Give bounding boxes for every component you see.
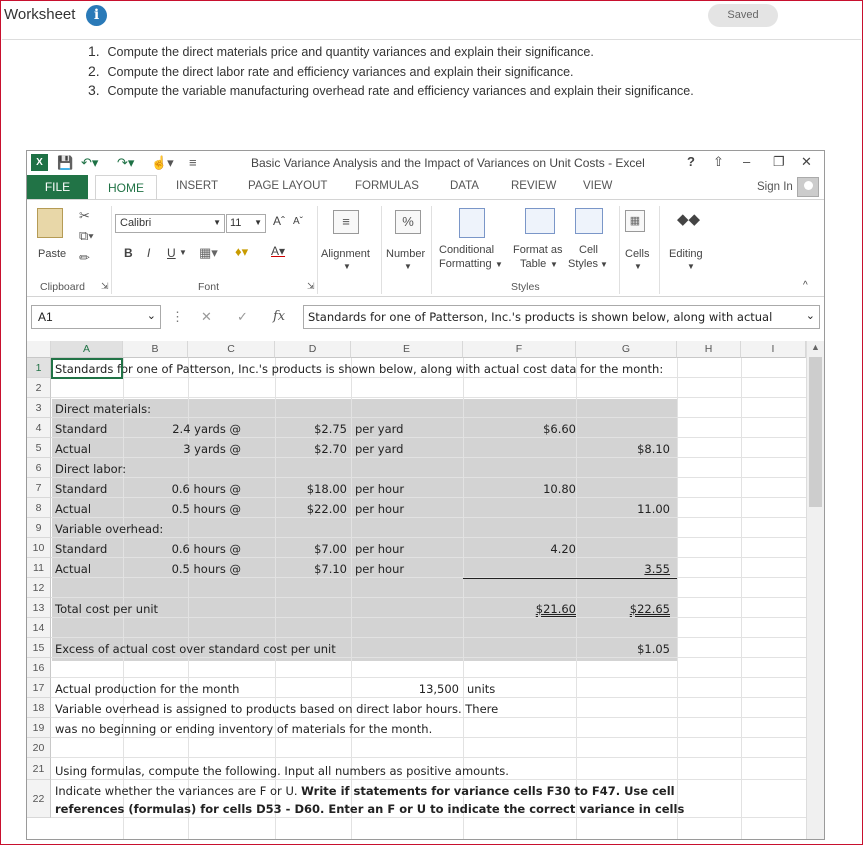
cell-e4[interactable]: per yard	[355, 422, 404, 436]
conditional-formatting-dropdown-icon[interactable]: ▼	[495, 260, 503, 269]
row-header[interactable]: 17	[27, 678, 51, 698]
ribbon-separator	[431, 206, 432, 294]
cells-dropdown-icon[interactable]: ▼	[634, 262, 642, 271]
font-name-dropdown[interactable]: Calibri ▼	[115, 214, 225, 233]
cell-a5[interactable]: Actual	[55, 442, 92, 456]
grid-row-line	[51, 477, 806, 478]
title-bar	[27, 151, 824, 175]
editing-dropdown-icon[interactable]: ▼	[687, 262, 695, 271]
cell-d11[interactable]: $7.10	[314, 562, 347, 576]
borders-icon[interactable]: ▦▾	[199, 245, 218, 260]
row-header[interactable]: 1	[27, 358, 51, 378]
instruction-item: 3. Compute the variable manufacturing overhead rate and efficiency variances and explain their significance.	[88, 82, 694, 98]
close-icon[interactable]: ✕	[801, 154, 812, 169]
row-header[interactable]: 11	[27, 558, 51, 578]
cell-a17[interactable]: Actual production for the month	[55, 682, 240, 696]
grid-row-line	[51, 677, 806, 678]
row-header[interactable]: 18	[27, 698, 51, 718]
editing-button[interactable]: Editing	[669, 248, 703, 260]
sign-in-link[interactable]: Sign In	[757, 181, 793, 193]
cell-f13[interactable]: $21.60	[535, 602, 576, 616]
row-header[interactable]: 12	[27, 578, 51, 598]
cell-f7[interactable]: 10.80	[543, 482, 576, 496]
cell-e11[interactable]: per hour	[355, 562, 405, 576]
cell-a11[interactable]: Actual	[55, 562, 92, 576]
undo-icon[interactable]: ↶▾	[81, 155, 99, 170]
avatar[interactable]	[797, 177, 819, 197]
cell-d10[interactable]: $7.00	[314, 542, 347, 556]
grid-row-line	[51, 397, 806, 398]
bold-button[interactable]: B	[124, 246, 133, 260]
total-underline	[463, 578, 677, 579]
font-dialog-launcher-icon[interactable]: ⇲	[307, 281, 315, 291]
cell-g11[interactable]: 3.55	[644, 562, 670, 576]
number-dropdown-icon[interactable]: ▼	[404, 262, 412, 271]
cell-a4[interactable]: Standard	[55, 422, 108, 436]
copy-icon[interactable]: ⧉▾	[79, 228, 94, 243]
row-header[interactable]: 19	[27, 718, 51, 738]
grid-row-line	[51, 417, 806, 418]
format-as-table-button[interactable]: Format as	[513, 244, 563, 256]
ribbon-separator	[381, 206, 382, 294]
dialog-launcher-icon[interactable]: ⇲	[101, 281, 109, 291]
find-binoculars-icon[interactable]: ◆◆	[677, 211, 701, 228]
cell-f17[interactable]: units	[467, 682, 496, 696]
italic-button[interactable]: I	[147, 246, 151, 260]
cell-f10[interactable]: 4.20	[550, 542, 576, 556]
tab-insert[interactable]: INSERT	[176, 180, 218, 192]
format-as-table-label[interactable]: Table	[520, 258, 547, 270]
row-header[interactable]: 5	[27, 438, 51, 458]
font-color-icon[interactable]: A▾	[271, 244, 286, 258]
spreadsheet-grid[interactable]	[27, 341, 824, 840]
cell-g5[interactable]: $8.10	[637, 442, 670, 456]
cell-a6[interactable]: Direct labor:	[55, 462, 127, 476]
redo-icon[interactable]: ↷▾	[117, 155, 135, 170]
info-icon[interactable]: i	[86, 5, 107, 26]
cell-b4[interactable]: 2.4 yards @	[172, 422, 241, 436]
tab-file[interactable]: FILE	[27, 175, 88, 199]
cell-a21[interactable]: Using formulas, compute the following. Input all numbers as positive amounts.	[55, 764, 509, 778]
cell-a18[interactable]: Variable overhead is assigned to products based on direct labor hours. There	[55, 702, 499, 716]
ribbon-separator	[659, 206, 660, 294]
column-header[interactable]: I	[741, 341, 806, 358]
cell-d4[interactable]: $2.75	[314, 422, 347, 436]
grid-column-line	[677, 358, 678, 840]
column-header[interactable]: A	[51, 341, 123, 358]
conditional-formatting-button[interactable]: Conditional	[439, 244, 495, 256]
decrease-font-icon[interactable]: Aˇ	[293, 216, 303, 227]
grid-column-line	[741, 358, 742, 840]
row-header[interactable]: 9	[27, 518, 51, 538]
underline-dropdown-icon[interactable]: ▼	[179, 248, 187, 257]
number-button[interactable]: Number	[386, 248, 426, 260]
more-options-icon[interactable]: ⋮	[171, 309, 184, 324]
increase-font-icon[interactable]: Aˆ	[273, 214, 285, 228]
tab-formulas[interactable]: FORMULAS	[355, 180, 419, 192]
tab-home[interactable]: HOME	[95, 175, 157, 200]
column-header[interactable]: E	[351, 341, 463, 358]
cell-a10[interactable]: Standard	[55, 542, 108, 556]
cell-a7[interactable]: Standard	[55, 482, 108, 496]
tab-data[interactable]: DATA	[450, 180, 479, 192]
cell-e7[interactable]: per hour	[355, 482, 405, 496]
grid-row-line	[51, 537, 806, 538]
vertical-scrollbar[interactable]	[806, 341, 824, 840]
cell-b5[interactable]: 3 yards @	[183, 442, 241, 456]
column-header[interactable]: B	[123, 341, 188, 358]
select-all-corner[interactable]	[27, 341, 51, 358]
worksheet-title: Worksheet	[4, 6, 76, 23]
cell-e10[interactable]: per hour	[355, 542, 405, 556]
touch-mode-icon[interactable]: ☝▾	[151, 155, 174, 170]
excel-window	[26, 150, 825, 840]
cell-e17[interactable]: 13,500	[418, 682, 459, 696]
grid-row-line	[51, 597, 806, 598]
cell-d8[interactable]: $22.00	[306, 502, 347, 516]
cell-b8[interactable]: 0.5 hours @	[171, 502, 241, 516]
alignment-dropdown-icon[interactable]: ▼	[343, 262, 351, 271]
tab-page-layout[interactable]: PAGE LAYOUT	[248, 180, 328, 192]
cell-a22-line1[interactable]: Indicate whether the variances are F or U. Write if statements for variance cells F30 to F47. Use cell	[55, 784, 675, 798]
row-header[interactable]: 10	[27, 538, 51, 558]
save-icon[interactable]: 💾	[57, 155, 74, 170]
cell-a3[interactable]: Direct materials:	[55, 402, 151, 416]
row-header[interactable]: 7	[27, 478, 51, 498]
format-painter-icon[interactable]: ✏	[79, 250, 90, 265]
restore-icon[interactable]: ❐	[773, 154, 785, 169]
conditional-formatting-icon[interactable]	[459, 208, 485, 238]
collapse-ribbon-icon[interactable]: ^	[803, 280, 808, 291]
saved-badge: Saved	[708, 4, 778, 27]
font-size-dropdown[interactable]: 11 ▼	[226, 214, 266, 233]
tab-review[interactable]: REVIEW	[511, 180, 557, 192]
alignment-button[interactable]: Alignment	[321, 248, 370, 260]
cell-g13[interactable]: $22.65	[629, 602, 670, 616]
ribbon-separator	[317, 206, 318, 294]
paste-icon[interactable]	[37, 208, 63, 238]
cell-styles-button[interactable]: Cell	[579, 244, 598, 256]
window-title: Basic Variance Analysis and the Impact of Variances on Unit Costs - Excel	[251, 156, 645, 170]
instruction-item: 2. Compute the direct labor rate and efficiency variances and explain their significance.	[88, 62, 574, 79]
cell-styles-dropdown-icon[interactable]: ▼	[600, 260, 608, 269]
cell-a1[interactable]: Standards for one of Patterson, Inc.'s products is shown below, along with actual cost data for the month:	[55, 362, 664, 376]
row-header[interactable]: 15	[27, 638, 51, 658]
instructions-list	[88, 42, 694, 101]
row-header[interactable]: 21	[27, 758, 51, 780]
font-group-label: Font	[198, 281, 220, 293]
cell-a19[interactable]: was no beginning or ending inventory of materials for the month.	[55, 722, 433, 736]
row-header[interactable]: 14	[27, 618, 51, 638]
row-header[interactable]: 2	[27, 378, 51, 398]
row-header[interactable]: 13	[27, 598, 51, 618]
cell-a8[interactable]: Actual	[55, 502, 92, 516]
ribbon-separator	[619, 206, 620, 294]
row-header[interactable]: 16	[27, 658, 51, 678]
ribbon-tabs	[27, 175, 824, 199]
cell-styles-icon[interactable]	[575, 208, 603, 234]
scroll-thumb[interactable]	[809, 357, 822, 507]
worksheet-header	[2, 2, 861, 40]
row-header[interactable]: 8	[27, 498, 51, 518]
format-as-table-icon[interactable]	[525, 208, 555, 234]
format-as-table-dropdown-icon[interactable]: ▼	[550, 260, 558, 269]
excel-logo-icon: X	[31, 154, 48, 171]
cut-icon[interactable]: ✂	[79, 208, 90, 223]
enter-icon[interactable]: ✓	[237, 309, 248, 324]
row-header[interactable]: 3	[27, 398, 51, 418]
row-header[interactable]: 6	[27, 458, 51, 478]
cell-e5[interactable]: per yard	[355, 442, 404, 456]
help-icon[interactable]: ?	[687, 154, 695, 169]
scroll-up-icon[interactable]: ▲	[811, 342, 820, 352]
number-format-icon[interactable]: %	[395, 210, 421, 234]
row-header[interactable]: 20	[27, 738, 51, 758]
column-header[interactable]: H	[677, 341, 741, 358]
row-header[interactable]: 22	[27, 780, 51, 818]
column-header[interactable]: G	[576, 341, 677, 358]
cells-icon[interactable]: ▦	[625, 210, 645, 232]
cell-b11[interactable]: 0.5 hours @	[171, 562, 241, 576]
ribbon	[27, 199, 824, 297]
grid-row-line	[51, 617, 806, 618]
grid-row-line	[51, 637, 806, 638]
styles-group-label: Styles	[511, 281, 540, 293]
alignment-icon[interactable]: ≡	[333, 210, 359, 234]
active-cell-selection	[51, 358, 123, 379]
cells-button[interactable]: Cells	[625, 248, 650, 260]
cell-g15[interactable]: $1.05	[637, 642, 670, 656]
cell-a15[interactable]: Excess of actual cost over standard cost per unit	[55, 642, 336, 656]
cell-g8[interactable]: 11.00	[637, 502, 670, 516]
cell-e8[interactable]: per hour	[355, 502, 405, 516]
instruction-item: 1. Compute the direct materials price and quantity variances and explain their significance.	[88, 43, 594, 59]
cell-styles-label[interactable]: Styles	[568, 258, 598, 270]
minimize-icon[interactable]: –	[743, 154, 751, 169]
cell-d7[interactable]: $18.00	[306, 482, 347, 496]
function-icon[interactable]: fx	[273, 309, 286, 324]
column-header[interactable]: C	[188, 341, 275, 358]
customize-toolbar-icon[interactable]: ≡	[189, 155, 197, 170]
clipboard-group-label: Clipboard	[40, 281, 85, 293]
grid-row-line	[51, 757, 806, 758]
column-header[interactable]: D	[275, 341, 351, 358]
formula-bar	[27, 301, 824, 333]
cell-d5[interactable]: $2.70	[314, 442, 347, 456]
cell-f4[interactable]: $6.60	[543, 422, 576, 436]
cell-a9[interactable]: Variable overhead:	[55, 522, 164, 536]
cancel-icon[interactable]: ✕	[201, 309, 212, 324]
ribbon-display-icon[interactable]: ⇧	[713, 154, 724, 169]
column-header[interactable]: F	[463, 341, 576, 358]
name-box[interactable]: A1 ⌄	[31, 305, 161, 329]
conditional-formatting-label[interactable]: Formatting	[439, 258, 492, 270]
cell-a13[interactable]: Total cost per unit	[55, 602, 159, 616]
ribbon-separator	[111, 206, 112, 294]
underline-button[interactable]: U	[167, 246, 176, 260]
cell-b10[interactable]: 0.6 hours @	[171, 542, 241, 556]
fill-color-icon[interactable]: ♦▾	[235, 244, 249, 259]
tab-view[interactable]: VIEW	[583, 180, 613, 192]
formula-input[interactable]: Standards for one of Patterson, Inc.'s products is shown below, along with actual ⌄	[303, 305, 820, 329]
cell-b7[interactable]: 0.6 hours @	[171, 482, 241, 496]
row-header[interactable]: 4	[27, 418, 51, 438]
cell-a22-line2[interactable]: references (formulas) for cells D53 - D60. Enter an F or U to indicate the correct variance in cells	[55, 802, 685, 816]
paste-button[interactable]: Paste	[38, 248, 67, 260]
